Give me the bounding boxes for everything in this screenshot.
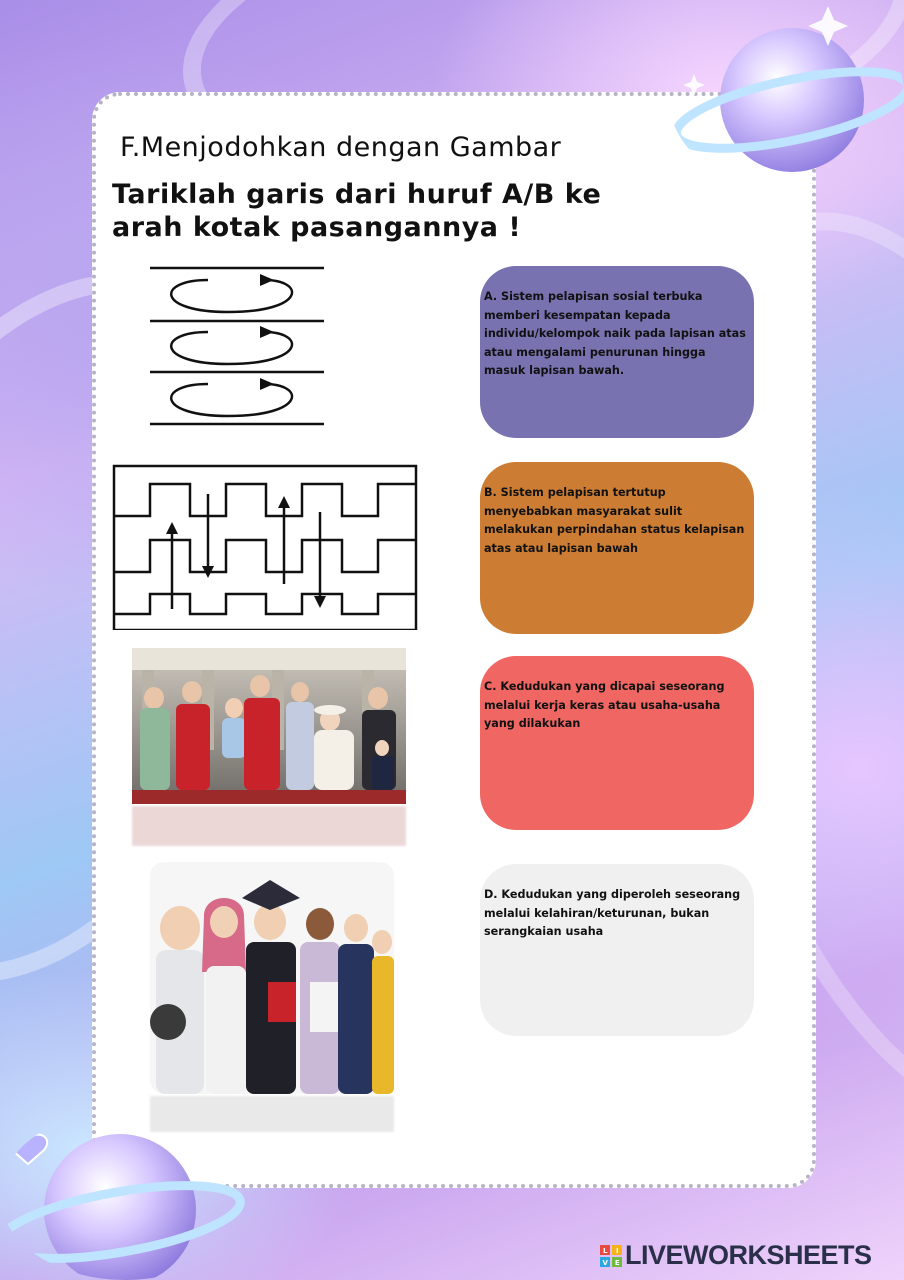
option-box-b[interactable] (480, 462, 754, 634)
liveworksheets-logo (600, 1240, 872, 1271)
planet-bottom-left-icon (0, 1110, 250, 1280)
svg-text:E: E (614, 1259, 620, 1267)
option-box-c[interactable] (480, 656, 754, 830)
svg-text:V: V (602, 1259, 608, 1267)
page-title: F.Menjodohkan dengan Gambar (120, 132, 562, 163)
svg-text:I: I (615, 1247, 619, 1255)
photo-reflection (132, 806, 406, 846)
svg-text:L: L (603, 1247, 607, 1255)
option-box-d[interactable] (480, 864, 754, 1036)
option-box-a[interactable] (480, 266, 754, 438)
royal-family-photo-icon[interactable] (132, 648, 406, 804)
option-text-a: A. Sistem pelapisan sosial terbuka memberi kesempatan kepada individu/kelompok naik pada lapisan atas atau mengalami penurunan hingga masuk lapisan bawah. (484, 290, 746, 377)
logo-text: LIVEWORKSHEETS (625, 1240, 872, 1270)
planet-top-right-icon (668, 0, 904, 190)
option-text-d: D. Kedudukan yang diperoleh seseorang melalui kelahiran/keturunan, bukan serangkaian usaha (484, 888, 741, 938)
option-text-c: C. Kedudukan yang dicapai seseorang melalui kerja keras atau usaha-usaha yang dilakukan (484, 680, 725, 730)
professions-group-illustration-icon[interactable] (150, 862, 394, 1094)
instruction-text: Tariklah garis dari huruf A/B ke arah kotak pasangannya ! (112, 179, 602, 243)
option-text-b: B. Sistem pelapisan tertutup menyebabkan masyarakat sulit melakukan perpindahan status kelapisan atas atau lapisan bawah (484, 486, 745, 555)
vertical-mobility-diagram-icon[interactable] (112, 464, 418, 630)
illustration-reflection (150, 1096, 394, 1132)
circular-mobility-diagram-icon[interactable] (146, 262, 326, 428)
liveworksheets-logo-icon (600, 1245, 622, 1267)
